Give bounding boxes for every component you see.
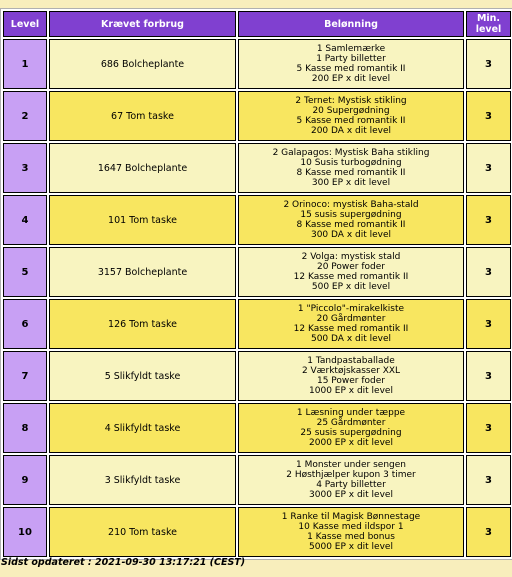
reward-line: 200 DA x dit level: [310, 126, 392, 136]
reward-line: 1 "Piccolo"-mirakelkiste: [297, 304, 405, 314]
table-row: [3, 455, 511, 505]
table-row: [3, 507, 511, 557]
level-cell: 3: [3, 143, 47, 193]
header-row: [3, 11, 511, 37]
reward-line: 25 susis supergødning: [300, 428, 402, 438]
reward-line: 10 Susis turbogødning: [300, 158, 402, 168]
table-row: [3, 39, 511, 89]
reward-line: 2 Volga: mystisk stald: [301, 252, 401, 262]
reward-line: 12 Kasse med romantik II: [293, 272, 409, 282]
level-cell: 7: [3, 351, 47, 401]
reward-line: 300 DA x dit level: [310, 230, 392, 240]
reward-line: 1 Samlemærke: [316, 44, 386, 54]
reward-line: 200 EP x dit level: [311, 74, 391, 84]
table-row: [3, 247, 511, 297]
reward-line: 5 Kasse med romantik II: [296, 64, 406, 74]
table-body: [3, 39, 511, 557]
reward-line: 1 Læsning under tæppe: [296, 408, 406, 418]
min-level-cell: 3: [466, 403, 511, 453]
min-level-cell: 3: [466, 91, 511, 141]
reward-line: 2 Orinoco: mystisk Baha-stald: [283, 200, 419, 210]
required-cell: 686 Bolcheplante: [49, 39, 236, 89]
reward-line: 2000 EP x dit level: [309, 438, 393, 448]
reward-line: 500 EP x dit level: [311, 282, 391, 292]
reward-cell: [238, 351, 464, 401]
header-required: Krævet forbrug: [49, 11, 236, 37]
reward-cell: [238, 299, 464, 349]
reward-line: 8 Kasse med romantik II: [296, 168, 406, 178]
reward-line: 5000 EP x dit level: [309, 542, 393, 552]
min-level-cell: 3: [466, 39, 511, 89]
table-row: [3, 403, 511, 453]
reward-line: 15 Power foder: [316, 376, 385, 386]
reward-line: 20 Power foder: [316, 262, 385, 272]
reward-cell: [238, 247, 464, 297]
table-row: [3, 351, 511, 401]
rewards-table: [0, 8, 512, 560]
required-cell: 1647 Bolcheplante: [49, 143, 236, 193]
reward-line: 1 Kasse med bonus: [307, 532, 395, 542]
reward-line: 12 Kasse med romantik II: [293, 324, 409, 334]
level-cell: 9: [3, 455, 47, 505]
header-min-level: [466, 11, 511, 37]
min-level-cell: 3: [466, 299, 511, 349]
reward-line: 300 EP x dit level: [311, 178, 391, 188]
required-cell: 67 Tom taske: [49, 91, 236, 141]
table-row: [3, 195, 511, 245]
level-cell: 1: [3, 39, 47, 89]
min-level-cell: 3: [466, 351, 511, 401]
reward-line: 3000 EP x dit level: [309, 490, 393, 500]
header-level: Level: [3, 11, 47, 37]
reward-line: 1 Monster under sengen: [296, 460, 406, 470]
required-cell: 3 Slikfyldt taske: [49, 455, 236, 505]
required-cell: 210 Tom taske: [49, 507, 236, 557]
reward-cell: [238, 143, 464, 193]
table-row: [3, 91, 511, 141]
min-level-cell: 3: [466, 247, 511, 297]
header-reward: Belønning: [238, 11, 464, 37]
min-level-cell: 3: [466, 143, 511, 193]
required-cell: 5 Slikfyldt taske: [49, 351, 236, 401]
reward-line: 20 Gårdmønter: [316, 314, 386, 324]
min-level-cell: 3: [466, 455, 511, 505]
reward-line: 2 Værktøjskasser XXL: [301, 366, 401, 376]
reward-cell: [238, 195, 464, 245]
reward-line: 25 Gårdmønter: [316, 418, 386, 428]
level-cell: 8: [3, 403, 47, 453]
reward-cell: [238, 91, 464, 141]
reward-line: 2 Galapagos: Mystisk Baha stikling: [272, 148, 430, 158]
header-min-level-line: Min.: [476, 13, 501, 24]
reward-cell: [238, 403, 464, 453]
reward-line: 20 Supergødning: [312, 106, 390, 116]
reward-cell: [238, 455, 464, 505]
required-cell: 101 Tom taske: [49, 195, 236, 245]
level-cell: 4: [3, 195, 47, 245]
reward-line: 10 Kasse med ildspor 1: [298, 522, 404, 532]
reward-line: 1 Ranke til Magisk Bønnestage: [281, 512, 421, 522]
table-row: [3, 143, 511, 193]
reward-line: 1 Tandpastaballade: [307, 356, 395, 366]
min-level-cell: 3: [466, 507, 511, 557]
level-cell: 2: [3, 91, 47, 141]
required-cell: 4 Slikfyldt taske: [49, 403, 236, 453]
required-cell: 3157 Bolcheplante: [49, 247, 236, 297]
reward-line: 500 DA x dit level: [310, 334, 392, 344]
level-cell: 10: [3, 507, 47, 557]
required-cell: 126 Tom taske: [49, 299, 236, 349]
reward-line: 2 Høsthjælper kupon 3 timer: [286, 470, 416, 480]
reward-line: 2 Ternet: Mystisk stikling: [295, 96, 407, 106]
reward-line: 4 Party billetter: [316, 480, 386, 490]
level-cell: 5: [3, 247, 47, 297]
header-min-level-line: level: [475, 24, 502, 35]
reward-line: 1 Party billetter: [316, 54, 386, 64]
level-cell: 6: [3, 299, 47, 349]
reward-line: 5 Kasse med romantik II: [296, 116, 406, 126]
min-level-cell: 3: [466, 195, 511, 245]
table-row: [3, 299, 511, 349]
reward-cell: [238, 39, 464, 89]
reward-line: 1000 EP x dit level: [309, 386, 393, 396]
last-updated-footer: Sidst opdateret : 2021-09-30 13:17:21 (CEST): [1, 557, 246, 568]
reward-cell: [238, 507, 464, 557]
reward-line: 15 susis supergødning: [300, 210, 402, 220]
reward-line: 8 Kasse med romantik II: [296, 220, 406, 230]
